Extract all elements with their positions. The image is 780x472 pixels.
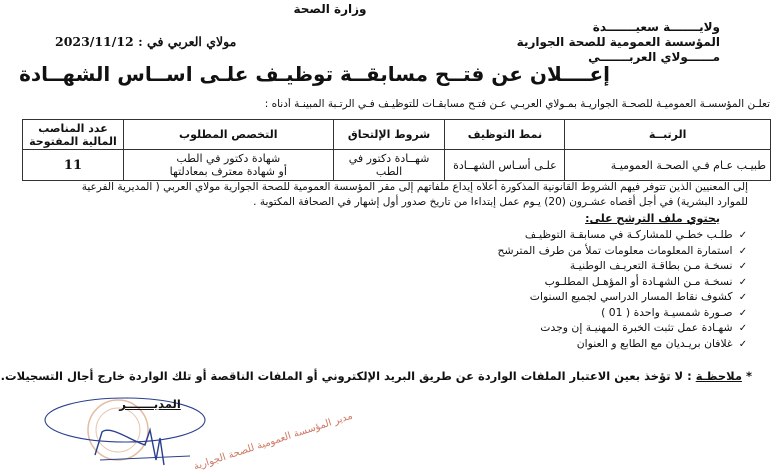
document-checklist <box>498 228 750 352</box>
positions-table <box>22 119 771 181</box>
institution-name: المؤسسة العمومية للصحة الجوارية <box>516 35 720 49</box>
date-line: مولاي العربي في : 2023/11/12 <box>55 34 237 49</box>
submission-paragraph <box>8 180 748 210</box>
header-rank: الرتبــة <box>565 120 771 150</box>
check-icon: ✓ <box>738 230 748 241</box>
check-icon: ✓ <box>738 261 748 272</box>
intro-text: تعلـن المؤسسـة العموميـة للصحـة الجواريـة بمـولاي العربـي عـن فتـح مسابقـات للتوظيـف فـي الرتـبة المبينـة أدناه : <box>264 98 770 110</box>
note-text: : لا تؤخذ بعين الاعتبار الملفات الواردة عن طريق البريد الإلكتروني أو الملفات الناقصة أو تلك الواردة خارج أجال التسجيلات. <box>0 369 696 383</box>
cell-specialty <box>123 150 333 181</box>
specialty-line-1: شهادة دكتور في الطب <box>176 152 281 165</box>
cell-positions: 11 <box>23 150 124 181</box>
ministry-name: وزارة الصحة <box>293 2 367 16</box>
header-mode: نمط التوظيف <box>445 120 565 150</box>
check-icon: ✓ <box>738 245 748 257</box>
table-header-row <box>23 120 771 150</box>
note: * ملاحظـة : لا تؤخذ بعين الاعتبار الملفات الواردة عن طريق البريد الإلكتروني أو الملفات الناقصة أو تلك الواردة خارج أجال التسجيلات. <box>0 369 752 383</box>
wilaya-name: ولايـــــــة سعيـــــــدة <box>592 20 720 34</box>
paragraph-line-1: إلى المعنيين الذين تتوفر فيهم الشروط القانونية المذكورة أعلاه إيداع ملفاتهم إلى مقر المؤسسة العمومية للصحة الجوارية مولاي العربي ( المديرية الفرعية <box>81 181 748 193</box>
stamp-text: مدير المؤسسة العمومية للصحة الجوارية <box>192 410 355 472</box>
note-label: ملاحظـة <box>695 369 742 383</box>
list-item: ✓ صـورة شمسيـة واحدة ( 01 ) <box>498 306 750 322</box>
check-icon: ✓ <box>738 338 748 350</box>
header-conditions: شروط الإلتحاق <box>333 120 445 150</box>
cell-conditions: شهــادة دكتور في الطب <box>333 150 445 181</box>
page-title: إعــــلان عن فتــح مسابقــة توظيـف علـى اســاس الشهــادة <box>19 62 610 86</box>
specialty-line-2: أو شهادة معترف بمعادلتها <box>169 165 287 178</box>
list-item: ✓ كشوف نقاط المسار الدراسي لجميع السنوات <box>498 290 750 306</box>
list-item: ✓ نسخـة مـن الشهـادة أو المؤهـل المطلـوب <box>498 275 750 291</box>
locality-name: مــــــولاي العربـــــــي <box>588 50 720 64</box>
header-positions: عدد المناصب المالية المفتوحة <box>23 120 124 150</box>
director-title: المديـــــــر <box>119 397 181 411</box>
list-item: ✓ غلافان بريـديان مع الطابع و العنوان <box>498 337 750 353</box>
checklist-title: يحتوي ملف الترشح على: <box>585 212 720 225</box>
paragraph-line-2: للموارد البشرية) في أجل أقصاه عشـرون (20) يـوم عمل إبتداءا من تاريخ صدور أول إشهار في الصحافة المكتوبة . <box>253 196 748 208</box>
cell-rank: طبيـب عـام فـي الصحـة العموميـة <box>565 150 771 181</box>
list-item: ✓ استمارة المعلومات معلومات تملأ من طرف المترشح <box>498 244 750 260</box>
check-icon: ✓ <box>738 307 748 319</box>
list-item: ✓ طلـب خطـي للمشاركـة في مسابقـة التوظيـف <box>498 228 750 244</box>
table-row <box>23 150 771 181</box>
check-icon: ✓ <box>738 276 748 288</box>
institution-header <box>510 20 720 65</box>
cell-mode: علـى أسـاس الشهــادة <box>445 150 565 181</box>
list-item: ✓ شهـادة عمل تثبت الخبرة المهنيـة إن وجدت <box>498 321 750 337</box>
check-icon: ✓ <box>738 323 748 334</box>
check-icon: ✓ <box>738 292 748 303</box>
header-specialty: التخصص المطلوب <box>123 120 333 150</box>
list-item: ✓ نسخـة مـن بطاقـة التعريـف الوطنيـة <box>498 259 750 275</box>
